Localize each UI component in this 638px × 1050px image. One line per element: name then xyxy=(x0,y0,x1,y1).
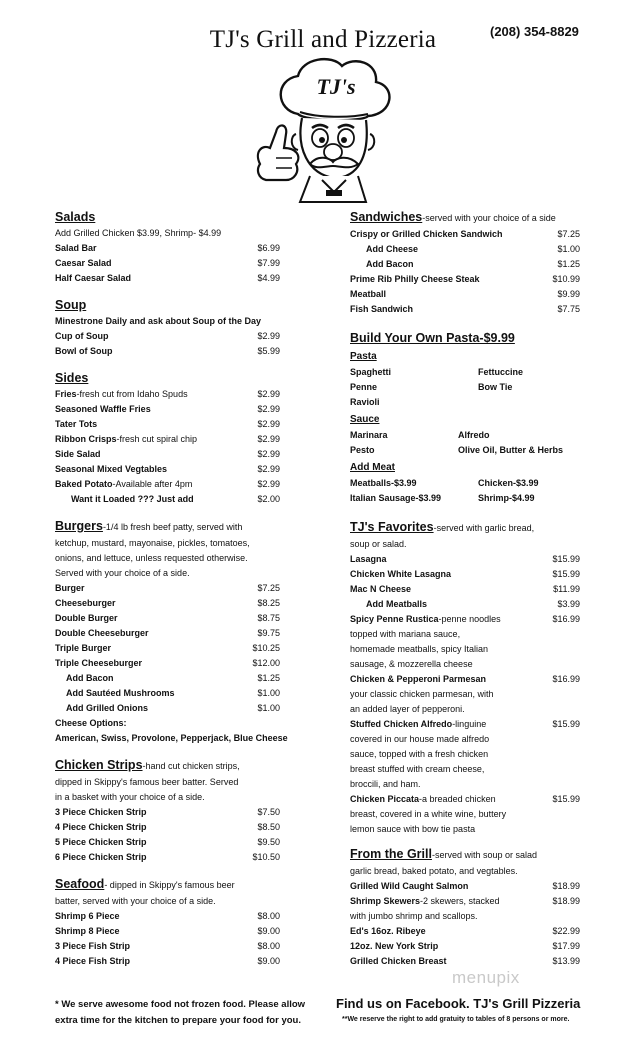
phone-number[interactable]: (208) 354-8829 xyxy=(490,24,579,39)
menu-item xyxy=(55,462,280,477)
item-name: Add Meatballs xyxy=(366,599,428,609)
item-price: $5.99 xyxy=(257,346,280,356)
item-price: $9.99 xyxy=(557,289,580,299)
seafood-desc-line: batter, served with your choice of a side. xyxy=(55,896,216,906)
item-price: $7.99 xyxy=(257,258,280,268)
menu-item xyxy=(350,272,580,287)
item-price: $18.99 xyxy=(552,896,580,906)
item-price: $3.99 xyxy=(557,599,580,609)
menu-item xyxy=(350,879,580,894)
burgers-desc-line: Served with your choice of a side. xyxy=(55,568,190,578)
item-price: $12.00 xyxy=(252,658,280,668)
option: Olive Oil, Butter & Herbs xyxy=(458,445,564,455)
menu-item xyxy=(55,805,280,820)
menu-item xyxy=(350,672,580,687)
menu-item xyxy=(55,835,280,850)
item-name: Grilled Chicken Breast xyxy=(350,956,447,966)
seafood-desc: - dipped in Skippy's famous beer xyxy=(104,880,235,890)
option: Bow Tie xyxy=(478,382,513,392)
item-price: $10.99 xyxy=(552,274,580,284)
item-name: Fries xyxy=(55,389,77,399)
item-price: $8.25 xyxy=(257,598,280,608)
item-price: $8.00 xyxy=(257,941,280,951)
item-name: Tater Tots xyxy=(55,419,98,429)
item-name: Crispy or Grilled Chicken Sandwich xyxy=(350,229,503,239)
strips-heading: Chicken Strips xyxy=(55,758,143,772)
menu-addon xyxy=(55,686,280,701)
item-name: Side Salad xyxy=(55,449,101,459)
item-desc-line: with jumbo shrimp and scallops. xyxy=(350,911,478,921)
item-price: $9.50 xyxy=(257,837,280,847)
sauce-option-row xyxy=(350,428,580,443)
meat-subheading: Add Meat xyxy=(350,462,395,473)
menu-addon xyxy=(55,671,280,686)
item-name: Double Burger xyxy=(55,613,118,623)
soup-heading: Soup xyxy=(55,298,87,312)
item-price: $6.99 xyxy=(257,243,280,253)
menu-item xyxy=(55,850,280,865)
menu-item xyxy=(55,909,280,924)
seafood-heading-row xyxy=(55,875,280,894)
menu-item xyxy=(55,656,280,671)
item-desc-line: broccili, and ham. xyxy=(350,779,421,789)
item-name: Triple Cheeseburger xyxy=(55,658,143,668)
item-desc: -penne noodles xyxy=(438,614,501,624)
item-price: $1.00 xyxy=(257,688,280,698)
item-price: $2.99 xyxy=(257,331,280,341)
item-price: $4.99 xyxy=(257,273,280,283)
menu-item xyxy=(350,939,580,954)
menu-item xyxy=(55,939,280,954)
item-price: $2.99 xyxy=(257,449,280,459)
item-price: $7.25 xyxy=(257,583,280,593)
sandwiches-heading-row xyxy=(350,208,580,227)
item-name: Double Cheeseburger xyxy=(55,628,149,638)
menu-item xyxy=(55,447,280,462)
menu-item xyxy=(55,954,280,969)
strips-desc: -hand cut chicken strips, xyxy=(142,761,240,771)
menu-item xyxy=(350,924,580,939)
item-price: $1.00 xyxy=(257,703,280,713)
grill-heading-row xyxy=(350,845,580,864)
strips-heading-row xyxy=(55,756,280,775)
item-name: 12oz. New York Strip xyxy=(350,941,439,951)
item-name: 3 Piece Fish Strip xyxy=(55,941,131,951)
item-name: Grilled Wild Caught Salmon xyxy=(350,881,469,891)
menu-item xyxy=(55,344,280,359)
menu-item xyxy=(55,402,280,417)
menu-addon xyxy=(350,257,580,272)
sandwiches-heading: Sandwiches xyxy=(350,210,423,224)
item-name: Ed's 16oz. Ribeye xyxy=(350,926,426,936)
item-name: Want it Loaded ??? Just add xyxy=(71,494,194,504)
menu-item xyxy=(350,792,580,807)
cheese-options-label: Cheese Options: xyxy=(55,718,127,728)
item-desc-line: topped with mariana sauce, xyxy=(350,629,461,639)
item-desc: -fresh cut spiral chip xyxy=(116,434,198,444)
chef-logo-icon xyxy=(246,52,408,210)
menu-item xyxy=(55,271,280,286)
item-price: $7.75 xyxy=(557,304,580,314)
item-name: Chicken & Pepperoni Parmesan xyxy=(350,674,487,684)
burgers-heading-row xyxy=(55,517,280,536)
menu-item xyxy=(55,432,280,447)
seafood-heading: Seafood xyxy=(55,877,105,891)
favorites-heading: TJ's Favorites xyxy=(350,520,434,534)
option: Alfredo xyxy=(458,430,490,440)
menu-item xyxy=(55,477,280,492)
grill-desc-line: garlic bread, baked potato, and vegtables. xyxy=(350,866,518,876)
salads-note: Add Grilled Chicken $3.99, Shrimp- $4.99 xyxy=(55,228,222,238)
item-name: Chicken Piccata xyxy=(350,794,420,804)
item-name: Caesar Salad xyxy=(55,258,112,268)
option: Shrimp-$4.99 xyxy=(478,493,535,503)
option: Penne xyxy=(350,382,378,392)
item-desc-line: homemade meatballs, spicy Italian xyxy=(350,644,489,654)
item-name: Cheeseburger xyxy=(55,598,116,608)
item-name: Fish Sandwich xyxy=(350,304,414,314)
menu-item xyxy=(55,641,280,656)
menu-item xyxy=(350,567,580,582)
item-name: Half Caesar Salad xyxy=(55,273,132,283)
option: Meatballs-$3.99 xyxy=(350,478,417,488)
item-price: $13.99 xyxy=(552,956,580,966)
option: Spaghetti xyxy=(350,367,392,377)
item-name: Ribbon Crisps xyxy=(55,434,117,444)
item-price: $2.00 xyxy=(257,494,280,504)
menu-addon xyxy=(55,701,280,716)
item-name: Stuffed Chicken Alfredo xyxy=(350,719,453,729)
item-name: Lasagna xyxy=(350,554,387,564)
pasta-heading: Build Your Own Pasta-$9.99 xyxy=(350,331,515,345)
grill-heading: From the Grill xyxy=(350,847,432,861)
item-name: Seasonal Mixed Vegtables xyxy=(55,464,168,474)
item-name: Spicy Penne Rustica xyxy=(350,614,439,624)
menu-item xyxy=(350,287,580,302)
item-name: 4 Piece Fish Strip xyxy=(55,956,131,966)
item-price: $2.99 xyxy=(257,464,280,474)
item-name: Mac N Cheese xyxy=(350,584,412,594)
option: Marinara xyxy=(350,430,388,440)
sauce-subheading: Sauce xyxy=(350,414,380,425)
sandwiches-desc: -served with your choice of a side xyxy=(422,213,556,223)
item-name: Salad Bar xyxy=(55,243,97,253)
item-price: $2.99 xyxy=(257,434,280,444)
item-price: $8.50 xyxy=(257,822,280,832)
item-name: 4 Piece Chicken Strip xyxy=(55,822,147,832)
menu-item xyxy=(350,582,580,597)
item-desc-line: lemon sauce with bow tie pasta xyxy=(350,824,476,834)
menu-item xyxy=(55,581,280,596)
burgers-desc-line: onions, and lettuce, unless requested otherwise. xyxy=(55,553,248,563)
item-desc-line: sauce, topped with a fresh chicken xyxy=(350,749,489,759)
item-desc: -fresh cut from Idaho Spuds xyxy=(76,389,188,399)
item-desc: -2 skewers, stacked xyxy=(420,896,500,906)
item-desc-line: sausage, & mozzerella cheese xyxy=(350,659,473,669)
item-name: Meatball xyxy=(350,289,387,299)
item-desc-line: your classic chicken parmesan, with xyxy=(350,689,494,699)
strips-desc-line: dipped in Skippy's famous beer batter. Served xyxy=(55,777,239,787)
option: Fettuccine xyxy=(478,367,524,377)
item-price: $8.75 xyxy=(257,613,280,623)
menu-item xyxy=(350,302,580,317)
burgers-desc-line: ketchup, mustard, mayonaise, pickles, tomatoes, xyxy=(55,538,250,548)
menu-item xyxy=(55,596,280,611)
menu-item xyxy=(350,717,580,732)
item-name: 6 Piece Chicken Strip xyxy=(55,852,147,862)
item-desc-line: an added layer of pepperoni. xyxy=(350,704,465,714)
sides-heading: Sides xyxy=(55,371,89,385)
menu-addon xyxy=(55,492,280,507)
item-name: 3 Piece Chicken Strip xyxy=(55,807,147,817)
item-desc-line: breast stuffed with cream cheese, xyxy=(350,764,485,774)
item-name: Bowl of Soup xyxy=(55,346,113,356)
soup-note: Minestrone Daily and ask about Soup of the Day xyxy=(55,316,262,326)
item-name: Shrimp 8 Piece xyxy=(55,926,120,936)
item-desc: -linguine xyxy=(452,719,487,729)
item-name: Add Bacon xyxy=(66,673,114,683)
item-name: Chicken White Lasagna xyxy=(350,569,452,579)
item-name: Add Grilled Onions xyxy=(66,703,149,713)
menu-item xyxy=(55,387,280,402)
item-name: Seasoned Waffle Fries xyxy=(55,404,151,414)
sauce-option-row xyxy=(350,443,580,458)
menu-item xyxy=(55,241,280,256)
menu-item xyxy=(55,611,280,626)
menu-item xyxy=(350,552,580,567)
menu-item xyxy=(350,612,580,627)
item-price: $9.00 xyxy=(257,926,280,936)
item-name: Triple Burger xyxy=(55,643,112,653)
facebook-note[interactable]: Find us on Facebook. TJ's Grill Pizzeria xyxy=(336,996,581,1011)
item-name: 5 Piece Chicken Strip xyxy=(55,837,147,847)
item-price: $18.99 xyxy=(552,881,580,891)
grill-desc: -served with soup or salad xyxy=(431,850,538,860)
item-price: $15.99 xyxy=(552,569,580,579)
left-column xyxy=(55,208,288,969)
menu-addon xyxy=(350,242,580,257)
item-name: Add Cheese xyxy=(366,244,419,254)
menu-item xyxy=(350,954,580,969)
item-desc-line: covered in our house made alfredo xyxy=(350,734,490,744)
item-name: Prime Rib Philly Cheese Steak xyxy=(350,274,480,284)
item-price: $8.00 xyxy=(257,911,280,921)
item-price: $10.25 xyxy=(252,643,280,653)
item-name: Burger xyxy=(55,583,85,593)
pasta-option-row xyxy=(350,380,580,395)
logo-text: TJ's xyxy=(316,74,356,99)
item-price: $17.99 xyxy=(552,941,580,951)
item-price: $9.00 xyxy=(257,956,280,966)
cheese-options-list: American, Swiss, Provolone, Pepperjack, Blue Cheese xyxy=(55,733,288,743)
menu-item xyxy=(350,227,580,242)
burgers-desc: -1/4 lb fresh beef patty, served with xyxy=(102,522,243,532)
item-price: $22.99 xyxy=(552,926,580,936)
item-price: $10.50 xyxy=(252,852,280,862)
page-title: TJ's Grill and Pizzeria xyxy=(209,26,437,53)
menu-item xyxy=(350,894,580,909)
pasta-subheading: Pasta xyxy=(350,351,377,362)
item-desc-line: breast, covered in a white wine, buttery xyxy=(350,809,507,819)
favorites-heading-row xyxy=(350,518,580,537)
burgers-heading: Burgers xyxy=(55,519,103,533)
watermark: menupix xyxy=(452,968,520,987)
menu-item xyxy=(55,924,280,939)
meat-option-row xyxy=(350,491,580,506)
favorites-desc: -served with garlic bread, xyxy=(433,523,535,533)
item-price: $2.99 xyxy=(257,419,280,429)
item-name: Baked Potato xyxy=(55,479,113,489)
item-price: $16.99 xyxy=(552,614,580,624)
menu-item xyxy=(55,256,280,271)
option: Chicken-$3.99 xyxy=(478,478,539,488)
item-price: $11.99 xyxy=(553,584,580,594)
strips-desc-line: in a basket with your choice of a side. xyxy=(55,792,205,802)
item-name: Cup of Soup xyxy=(55,331,109,341)
item-price: $15.99 xyxy=(552,554,580,564)
menu-item xyxy=(55,820,280,835)
item-price: $7.50 xyxy=(257,807,280,817)
menu-item xyxy=(55,626,280,641)
salads-heading: Salads xyxy=(55,210,96,224)
item-name: Add Sautéed Mushrooms xyxy=(66,688,175,698)
item-price: $2.99 xyxy=(257,479,280,489)
menu-addon xyxy=(350,597,580,612)
item-name: Shrimp Skewers xyxy=(350,896,421,906)
favorites-desc-line: soup or salad. xyxy=(350,539,407,549)
item-price: $2.99 xyxy=(257,404,280,414)
right-column xyxy=(350,208,580,969)
meat-option-row xyxy=(350,476,580,491)
footer-disclaimer: * We serve awesome food not frozen food. Please allow extra time for the kitchen to prepare your food for you. xyxy=(55,999,306,1026)
item-name: Shrimp 6 Piece xyxy=(55,911,120,921)
menu-item xyxy=(55,329,280,344)
item-price: $15.99 xyxy=(552,719,580,729)
item-price: $15.99 xyxy=(552,794,580,804)
option: Italian Sausage-$3.99 xyxy=(350,493,442,503)
menu-item xyxy=(55,417,280,432)
item-price: $1.25 xyxy=(257,673,280,683)
pasta-option-row xyxy=(350,395,580,410)
item-price: $2.99 xyxy=(257,389,280,399)
pasta-option-row xyxy=(350,365,580,380)
gratuity-note: **We reserve the right to add gratuity to tables of 8 persons or more. xyxy=(342,1016,570,1023)
item-price: $16.99 xyxy=(552,674,580,684)
option: Ravioli xyxy=(350,397,380,407)
item-price: $7.25 xyxy=(557,229,580,239)
item-price: $9.75 xyxy=(257,628,280,638)
item-desc: -a breaded chicken xyxy=(419,794,496,804)
item-name: Add Bacon xyxy=(366,259,414,269)
item-desc: -Available after 4pm xyxy=(112,479,193,489)
item-price: $1.25 xyxy=(557,259,580,269)
option: Pesto xyxy=(350,445,375,455)
item-price: $1.00 xyxy=(557,244,580,254)
